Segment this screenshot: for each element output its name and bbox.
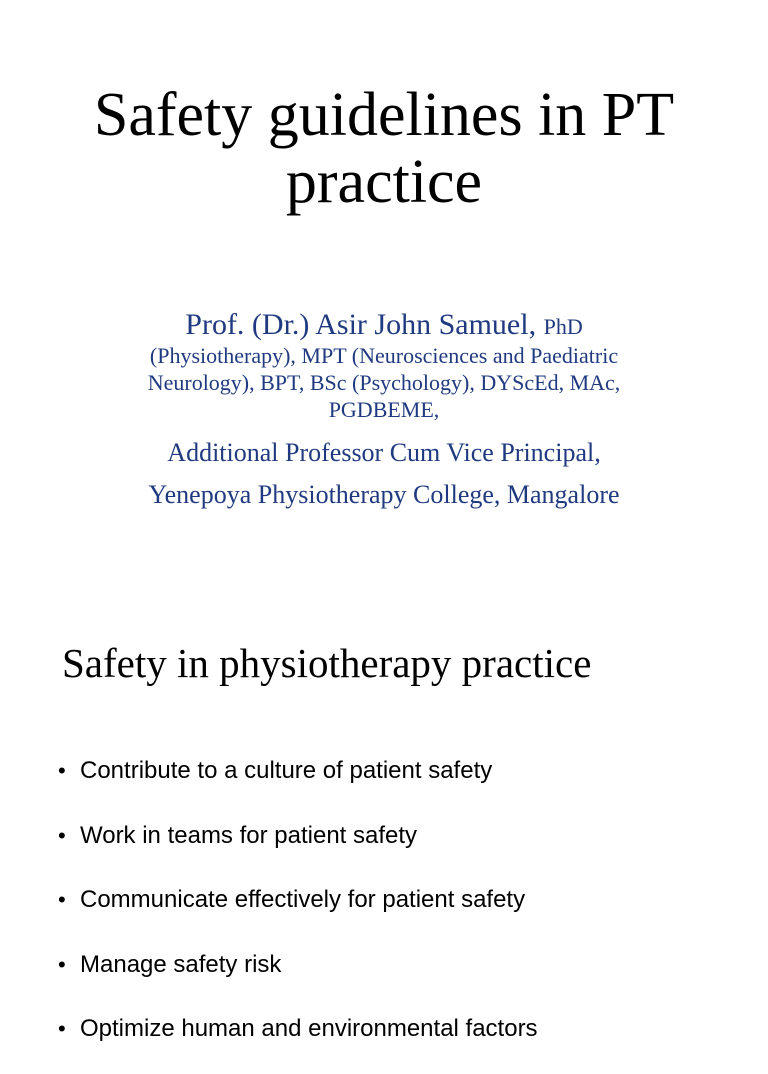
- bullet-item: [58, 880, 538, 945]
- author-role: Additional Professor Cum Vice Principal,: [167, 438, 601, 467]
- content-slide: [0, 576, 768, 1042]
- author-degree-phd: PhD: [543, 314, 583, 339]
- author-name-line: [96, 307, 672, 345]
- bullet-item: [58, 1009, 538, 1074]
- bullet-text: Optimize human and environmental factors: [80, 1015, 538, 1042]
- bullet-item: [58, 816, 538, 881]
- bullet-text: Work in teams for patient safety: [80, 821, 418, 849]
- bullet-icon: •: [58, 822, 66, 848]
- author-name: Prof. (Dr.) Asir John Samuel,: [185, 308, 537, 341]
- bullet-icon: •: [58, 951, 66, 977]
- bullet-item: [58, 751, 538, 816]
- bullet-text: Contribute to a culture of patient safety: [80, 757, 493, 784]
- author-degrees: (Physiotherapy), MPT (Neurosciences and Paediatric Neurology), BPT, BSc (Psychology), DYScEd, MAc, PGDBEME,: [147, 343, 621, 422]
- bullet-icon: •: [58, 758, 66, 783]
- slide-title: Safety guidelines in PT practice: [93, 81, 675, 216]
- bullet-item: [58, 945, 538, 1010]
- section-title: Safety in physiotherapy practice: [62, 640, 592, 686]
- bullet-text: Communicate effectively for patient safety: [80, 886, 526, 913]
- bullet-list: [58, 751, 538, 1074]
- bullet-text: Manage safety risk: [80, 950, 282, 978]
- author-college: Yenepoya Physiotherapy College, Mangalore: [148, 480, 620, 509]
- bullet-icon: •: [58, 887, 66, 912]
- bullet-icon: •: [58, 1016, 66, 1041]
